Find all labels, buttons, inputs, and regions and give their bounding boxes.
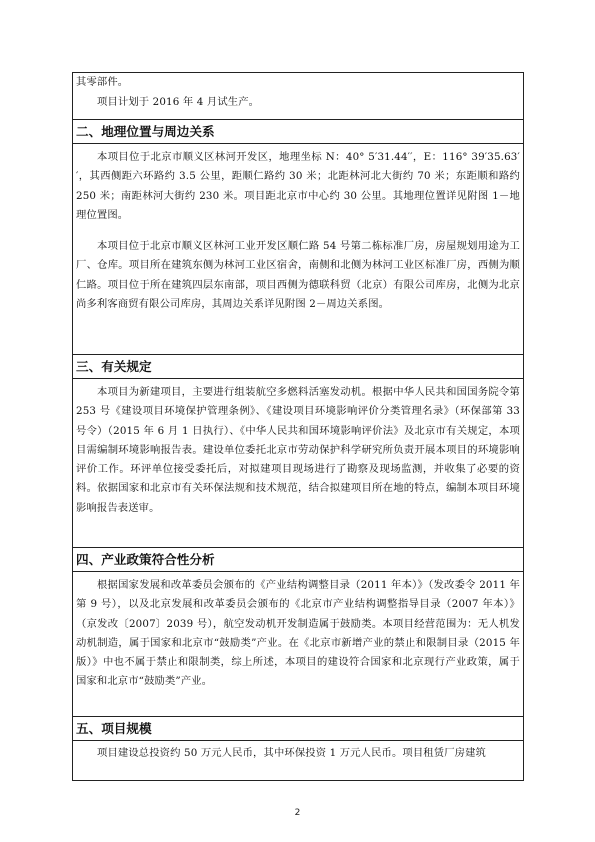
page-number: 2 [294,808,301,818]
section-divider [72,740,524,741]
section-heading-scale: 五、项目规模 [76,721,152,736]
section-heading-policy: 四、产业政策符合性分析 [76,552,215,567]
section-divider [72,119,524,120]
regulations-paragraph: 本项目为新建项目，主要进行组装航空多燃料活塞发动机。根据中华人民共和国国务院令第 253 号《建设项目环境保护管理条例》、《建设项目环境影响评价分类管理名录》（环保部第 33 号令）（2015 年 6 月 1 日执行）、《中华人民共和国环境影响评价法》及北京市有关规定，本项目需编制环境影响报告表。建设单位委托北京市劳动保护科学研究所负责开展本项目的环境影响评价工作。环评单位接受委托后，对拟建项目现场进行了勘察及现场监测，并收集了必要的资料。依据国家和北京市有关环保法规和技术规范，结合拟建项目所在地的特点，编制本项目环境影响报告表送审。 [76,386,520,514]
surroundings-paragraph: 本项目位于北京市顺义区林河工业开发区顺仁路 54 号第二栋标准厂房，房屋规划用途为工厂、仓库。项目所在建筑东侧为林河工业区宿舍，南侧和北侧为林河工业区标准厂房，西侧为顺仁路。项目位于所在建筑四层东南部，项目西侧为德联科贸（北京）有限公司库房，北侧为北京尚多利客商贸有限公司库房，其周边关系详见附图 2－周边关系图。 [76,240,520,310]
policy-paragraph: 根据国家发展和改革委员会颁布的《产业结构调整目录（2011 年本）》（发改委令 2011 年第 9 号），以及北京发展和改革委员会颁布的《北京市产业结构调整指导目录（2007 年本）》（京发改〔2007〕2039 号），航空发动机开发制造属于鼓励类。本项目经营范围为：无人机发动机制造，属于国家和北京市“鼓励类”产业。在《北京市新增产业的禁止和限制目录（2015 年版）》中也不属于禁止和限制类，综上所述，本项目的建设符合国家和北京现行产业政策，属于国家和北京市“鼓励类”产业。 [76,579,520,688]
scale-paragraph: 项目建设总投资约 50 万元人民币，其中环保投资 1 万元人民币。项目租赁厂房建筑 [97,747,486,759]
section-divider [72,716,524,717]
section-divider [72,378,524,379]
section-divider [72,143,524,144]
section-heading-location: 二、地理位置与周边关系 [76,124,215,139]
section-divider [72,571,524,572]
location-paragraph: 本项目位于北京市顺义区林河开发区，地理坐标 N：40° 5′31.44′′，E：116° 39′35.63′′，其西侧距六环路约 3.5 公里，距顺仁路约 30 米；北距林河北大街约 70 米；东距顺和路约 250 米；南距林河大街约 230 米。项目距北京市中心约 30 公里。其地理位置详见附图 1－地理位置图。 [76,151,520,221]
section-divider [72,354,524,355]
section-divider [72,547,524,548]
section-heading-regulations: 三、有关规定 [76,359,152,374]
continuation-text: 其零部件。 [76,76,129,88]
trial-production-text: 项目计划于 2016 年 4 月试生产。 [97,96,260,108]
